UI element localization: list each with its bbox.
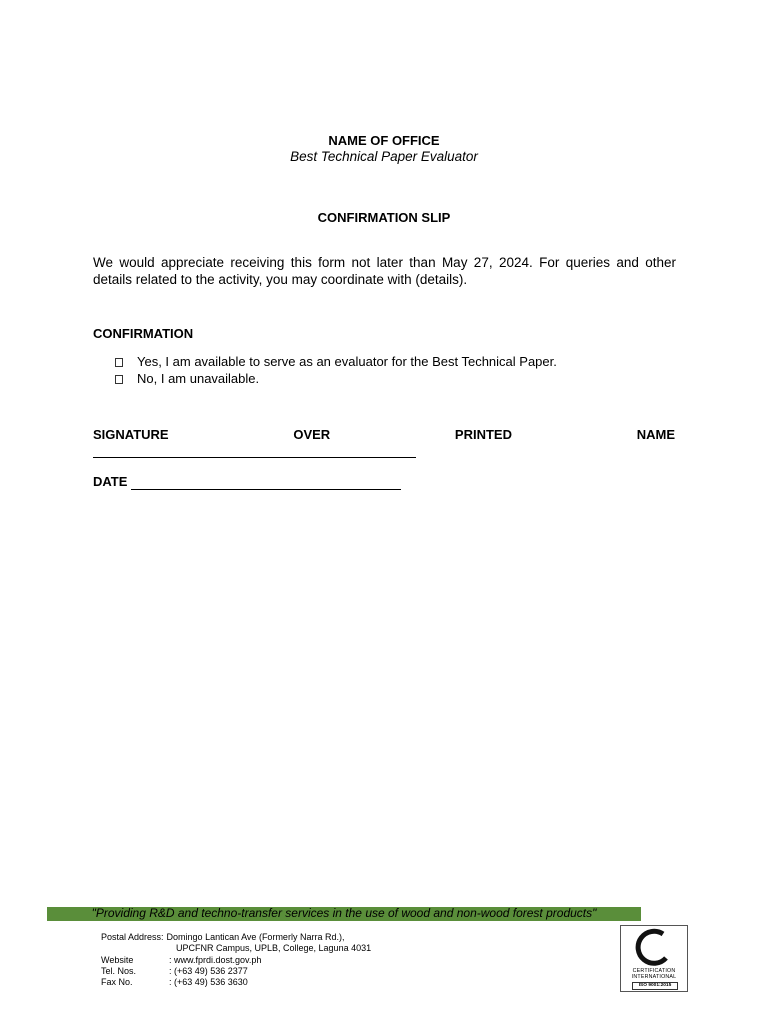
certification-ring-icon xyxy=(621,926,687,968)
date-line[interactable] xyxy=(131,475,401,490)
option-available-label: Yes, I am available to serve as an evaluator for the Best Technical Paper. xyxy=(137,354,557,369)
option-unavailable-label: No, I am unavailable. xyxy=(137,371,260,386)
fax-label: Fax No. xyxy=(101,977,133,988)
postal-line-1: Domingo Lantican Ave (Formerly Narra Rd.), xyxy=(166,932,345,942)
postal-label: Postal Address: xyxy=(101,932,164,942)
available-checkbox[interactable] xyxy=(115,358,123,367)
office-subtitle: Best Technical Paper Evaluator xyxy=(290,149,478,164)
tagline: "Providing R&D and techno-transfer services in the use of wood and non-wood forest products" xyxy=(91,906,597,920)
cert-line-1: CERTIFICATION xyxy=(632,968,676,974)
over-word: OVER xyxy=(293,427,331,442)
intro-paragraph: We would appreciate receiving this form not later than May 27, 2024. For queries and other details related to the activity, you may coordinate with (details). xyxy=(93,255,676,287)
signature-word: SIGNATURE xyxy=(93,427,169,442)
date-row xyxy=(93,474,401,490)
date-label: DATE xyxy=(93,474,128,489)
footer-contact xyxy=(101,932,371,988)
cert-iso: ISO 9001:2015 xyxy=(632,982,678,990)
signature-label-row xyxy=(93,427,675,443)
website-label: Website xyxy=(101,954,134,965)
printed-word: PRINTED xyxy=(454,427,512,442)
name-word: NAME xyxy=(636,427,675,442)
unavailable-checkbox[interactable] xyxy=(115,375,123,384)
fax-value: : (+63 49) 536 3630 xyxy=(169,977,248,988)
office-name: NAME OF OFFICE xyxy=(328,133,440,148)
signature-line[interactable] xyxy=(93,457,416,458)
slip-title: CONFIRMATION SLIP xyxy=(317,210,451,225)
tel-value: : (+63 49) 536 2377 xyxy=(169,965,248,976)
tel-row xyxy=(101,966,371,977)
fax-row xyxy=(101,977,371,988)
postal-row xyxy=(101,932,371,943)
postal-line-2: UPCFNR Campus, UPLB, College, Laguna 4031 xyxy=(176,943,372,954)
option-unavailable[interactable] xyxy=(115,371,259,387)
website-row xyxy=(101,955,371,966)
option-available[interactable] xyxy=(115,354,557,370)
certification-logo xyxy=(620,925,688,992)
tel-label: Tel. Nos. xyxy=(101,965,137,976)
cert-line-2: INTERNATIONAL xyxy=(631,974,677,980)
website-value[interactable]: : www.fprdi.dost.gov.ph xyxy=(169,954,262,965)
confirmation-heading: CONFIRMATION xyxy=(93,326,194,341)
